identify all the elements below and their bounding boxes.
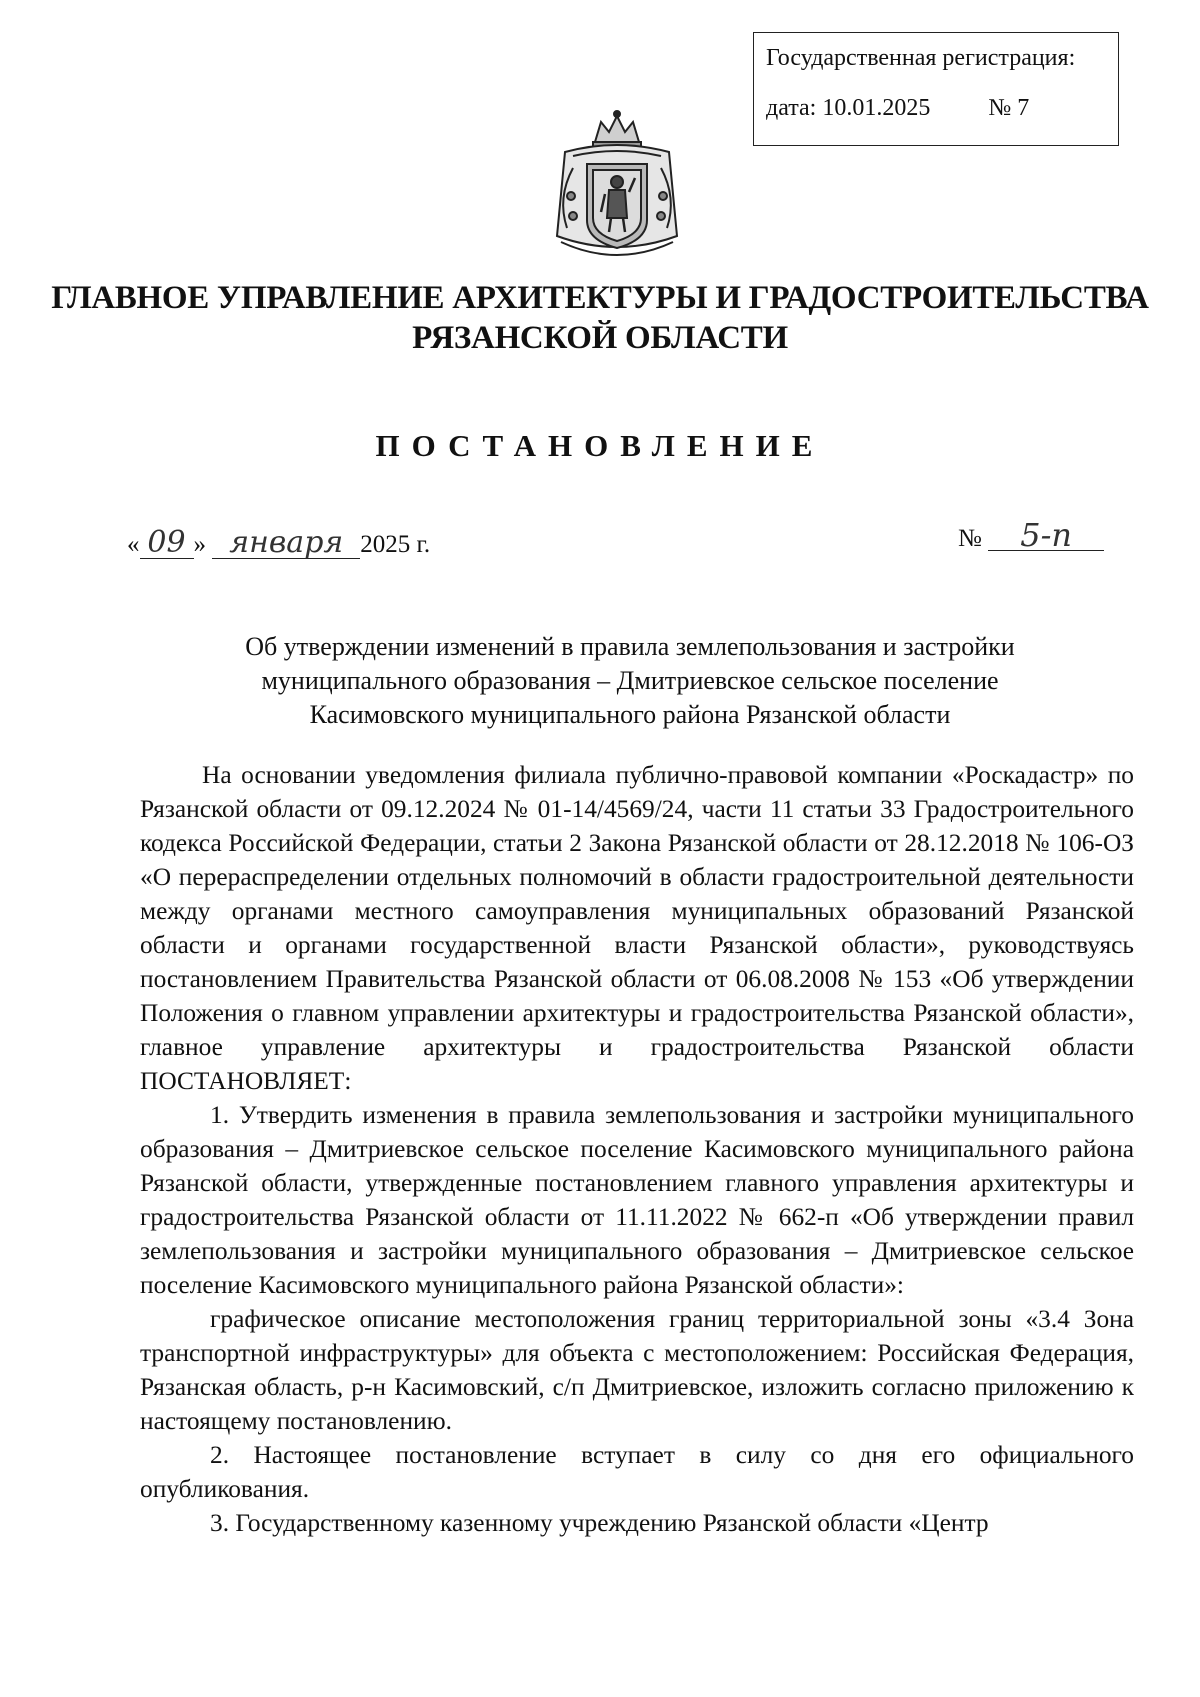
title-line2: муниципального образования – Дмитриевское сельское поселение [261,666,999,695]
number-label: № [958,525,982,552]
number-value-handwritten: 5-п [988,520,1104,551]
item-2-paragraph: 2. Настоящее постановление вступает в силу со дня его официального опубликования. [140,1441,1134,1503]
date-open-quote: « [127,531,140,558]
item-1-paragraph: 1. Утвердить изменения в правила землепользования и застройки муниципального образования – Дмитриевское сельское поселение Касимовского муниципального района Рязанской области, утвержденные постановлением главного управления архитектуры и градостроительства Рязанской области от 11.11.2022 № 662-п «Об утверждении правил землепользования и застройки муниципального образования – Дмитриевское сельское поселение Касимовского муниципального района Рязанской области»: [140,1101,1134,1299]
document-number [958,516,1104,554]
document-body [140,758,1134,1540]
title-line1: Об утверждении изменений в правила землепользования и застройки [245,632,1015,661]
registration-date: дата: 10.01.2025 [766,95,931,121]
registration-details [766,95,1029,122]
date-month-handwritten: января [212,528,360,559]
organization-name-line2: РЯЗАНСКОЙ ОБЛАСТИ [412,320,788,356]
document-title [200,630,1060,732]
document-date [127,525,431,560]
item-1-subparagraph: графическое описание местоположения границ территориальной зоны «3.4 Зона транспортной инфраструктуры» для объекта с местоположением: Российская Федерация, Рязанская область, р-н Касимовский, с/п Дмитриевское, изложить согласно приложению к настоящему постановлению. [140,1305,1134,1435]
title-line3: Касимовского муниципального района Рязанской области [309,700,951,729]
registration-number: № 7 [988,95,1030,121]
date-close-quote: » [193,531,206,558]
preamble-paragraph: На основании уведомления филиала публично-правовой компании «Роскадастр» по Рязанской области от 09.12.2024 № 01-14/4569/24, части 11 статьи 33 Градостроительного кодекса Российской Федерации, статьи 2 Закона Рязанской области от 28.12.2018 № 106-ОЗ «О перераспределении отдельных полномочий в области градостроительной деятельности между органами местного самоуправления муниципальных образований Рязанской области и органами государственной власти Рязанской области», руководствуясь постановлением Правительства Рязанской области от 06.08.2008 № 153 «Об утверждении Положения о главном управлении архитектуры и градостроительства Рязанской области», главное управление архитектуры и градостроительства Рязанской области ПОСТАНОВЛЯЕТ: [140,761,1134,1095]
coat-of-arms-icon [543,108,691,273]
date-year: 2025 г. [360,531,431,558]
document-type-heading: ПОСТАНОВЛЕНИЕ [375,428,825,463]
item-3-paragraph: 3. Государственному казенному учреждению Рязанской области «Центр [210,1509,989,1537]
registration-label: Государственная регистрация: [766,45,1076,71]
organization-name-line1: ГЛАВНОЕ УПРАВЛЕНИЕ АРХИТЕКТУРЫ И ГРАДОСТРОИТЕЛЬСТВА [51,280,1149,316]
registration-stamp [753,32,1119,146]
date-day-handwritten: 09 [140,528,194,559]
